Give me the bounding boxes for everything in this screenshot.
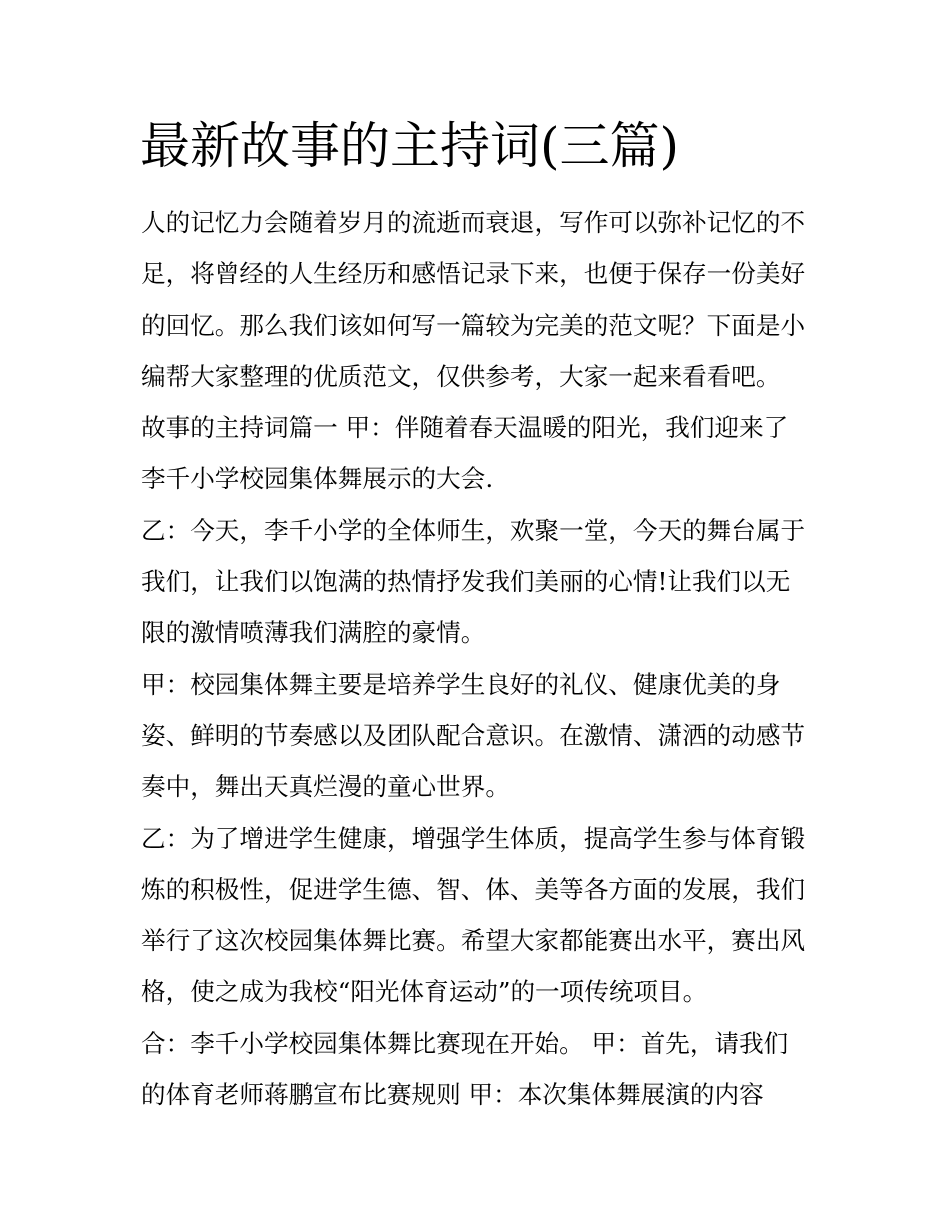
text-line: 乙：今天，李千小学的全体师生，欢聚一堂，今天的舞台属于 [141, 515, 806, 545]
text-line: 举行了这次校园集体舞比赛。希望大家都能赛出水平，赛出风 [141, 926, 806, 956]
text-line: 乙：为了增进学生健康，增强学生体质，提高学生参与体育锻 [141, 823, 806, 853]
text-line: 我们，让我们以饱满的热情抒发我们美丽的心情!让我们以无 [141, 567, 791, 597]
text-line: 炼的积极性，促进学生德、智、体、美等各方面的发展，我们 [141, 874, 806, 904]
text-line: 编帮大家整理的优质范文，仅供参考，大家一起来看看吧。 [141, 361, 781, 391]
text-line: 人的记忆力会随着岁月的流逝而衰退，写作可以弥补记忆的不 [141, 208, 806, 237]
text-line: 李千小学校园集体舞展示的大会. [141, 464, 494, 494]
text-line: 姿、鲜明的节奏感以及团队配合意识。在激情、潇洒的动感节 [141, 720, 806, 750]
page-title: 最新故事的主持词(三篇) [140, 117, 680, 175]
text-line: 的回忆。那么我们该如何写一篇较为完美的范文呢？下面是小 [141, 310, 806, 340]
text-line: 奏中，舞出天真烂漫的童心世界。 [141, 772, 510, 802]
text-line: 合：李千小学校园集体舞比赛现在开始。 甲：首先，请我们 [141, 1028, 789, 1058]
text-line: 足，将曾经的人生经历和感悟记录下来，也便于保存一份美好 [141, 259, 806, 289]
text-line: 甲：校园集体舞主要是培养学生良好的礼仪、健康优美的身 [141, 669, 781, 699]
text-line: 格，使之成为我校“阳光体育运动”的一项传统项目。 [141, 977, 708, 1007]
text-line: 限的激情喷薄我们满腔的豪情。 [141, 618, 486, 648]
text-line: 故事的主持词篇一 甲：伴随着春天温暖的阳光，我们迎来了 [141, 413, 789, 443]
text-line: 的体育老师蒋鹏宣布比赛规则 甲：本次集体舞展演的内容 [141, 1080, 764, 1110]
body-text [141, 197, 821, 1120]
